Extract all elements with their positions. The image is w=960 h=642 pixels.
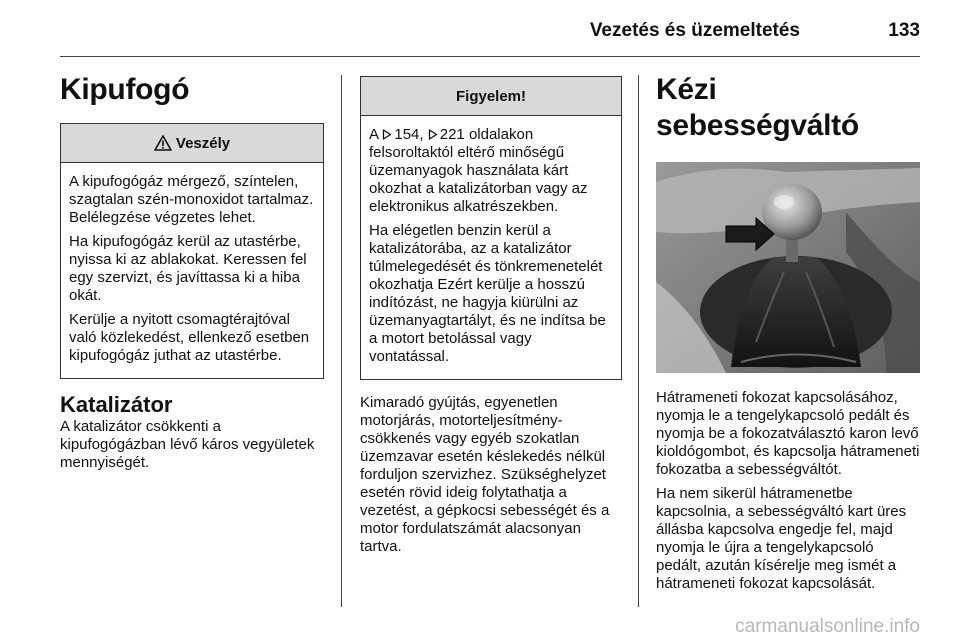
- danger-paragraph: Kerülje a nyitott csomagtérajtóval való közlekedést, ellenkező esetben kipufogógáz juthat az utastérbe.: [69, 311, 310, 364]
- section-heading-kipufogo: Kipufogó: [60, 73, 190, 106]
- subheading-katalizator: Katalizátor: [60, 392, 173, 417]
- page-reference-link[interactable]: 154,: [394, 126, 424, 143]
- page-reference-arrow-icon[interactable]: [428, 129, 438, 140]
- danger-paragraph: Ha kipufogógáz kerül az utastérbe, nyissa ki az ablakokat. Keressen fel egy szervizt, és javíttassa ki a hiba okát.: [69, 233, 307, 304]
- notice-box-title: Figyelem!: [455, 87, 527, 105]
- danger-box-body: [61, 163, 323, 378]
- danger-box-header: [61, 124, 323, 163]
- column-2: [360, 76, 622, 556]
- gear-shift-illustration: [656, 162, 922, 373]
- danger-paragraph: A kipufogógáz mérgező, színtelen, szagtalan szén-monoxidot tartalmaz. Belélegzése végzetes lehet.: [69, 173, 314, 226]
- notice-box-body: [361, 116, 621, 379]
- danger-box-title: Veszély: [175, 134, 231, 152]
- notice-ref-prefix: A: [369, 126, 379, 143]
- notice-paragraph: Ha elégetlen benzin kerül a katalizátorába, az a katalizátor túlmelegedését és tönkremenetelét okozhatja Ezért kerülje a hosszú indítózást, ne hagyja kiürülni az üzemanyagtartályt, és ne indítsa be a motort betolással vagy vontatással.: [369, 222, 606, 365]
- page-reference-link[interactable]: 221: [439, 126, 465, 143]
- column-1: [60, 72, 324, 472]
- notice-box: [360, 76, 622, 380]
- notice-text: oldalakon felsoroltaktól eltérő minőségű üzemanyagok használata kárt okozhat a katalizátorban vagy az elektronikus alkatrészekben.: [369, 126, 588, 215]
- watermark: carmanualsonline.info: [735, 616, 920, 637]
- notice-paragraph: [369, 126, 613, 216]
- gearshift-paragraph: Hátrameneti fokozat kapcsolásához, nyomja le a tengelykapcsoló pedált és nyomja be a fokozatválasztó karon levő kioldógombot, és kapcsolja hátrameneti fokozatba a sebességváltót.: [656, 389, 920, 478]
- warning-triangle-icon: [154, 135, 172, 151]
- body-text: Kimaradó gyújtás, egyenetlen motorjárás, motorteljesítmény-csökkenés vagy egyéb szokatlan üzemzavar esetén késlekedés nélkül forduljon szervizhez. Szükséghelyzet esetén rövid ideig folytathatja a vezetést, a gépkocsi sebességét és a motor fordulatszámát alacsonyan tartva.: [360, 394, 610, 555]
- gear-shift-lever-photo: [656, 162, 920, 373]
- katalizator-text: A katalizátor csökkenti a kipufogógázban lévő káros vegyületek mennyiségét.: [60, 418, 315, 471]
- notice-box-header: [361, 77, 621, 116]
- column-3: [656, 72, 922, 593]
- gearshift-paragraph: Ha nem sikerül hátramenetbe kapcsolnia, a sebességváltó kart üres állásba kapcsolva engedje fel, majd nyomja le újra a tengelykapcsoló pedált, azután kísérelje meg ismét a hátrameneti fokozat kapcsolását.: [656, 485, 907, 592]
- section-heading-kezi-sebessegvalto: Kézi sebességváltó: [656, 73, 859, 142]
- column-divider-1: [341, 75, 342, 607]
- column-divider-2: [638, 75, 639, 607]
- page-number: 133: [888, 20, 920, 41]
- header-divider: [60, 56, 920, 57]
- page-reference-arrow-icon[interactable]: [382, 129, 392, 140]
- danger-box: [60, 123, 324, 379]
- page-header-title: Vezetés és üzemeltetés: [589, 20, 800, 41]
